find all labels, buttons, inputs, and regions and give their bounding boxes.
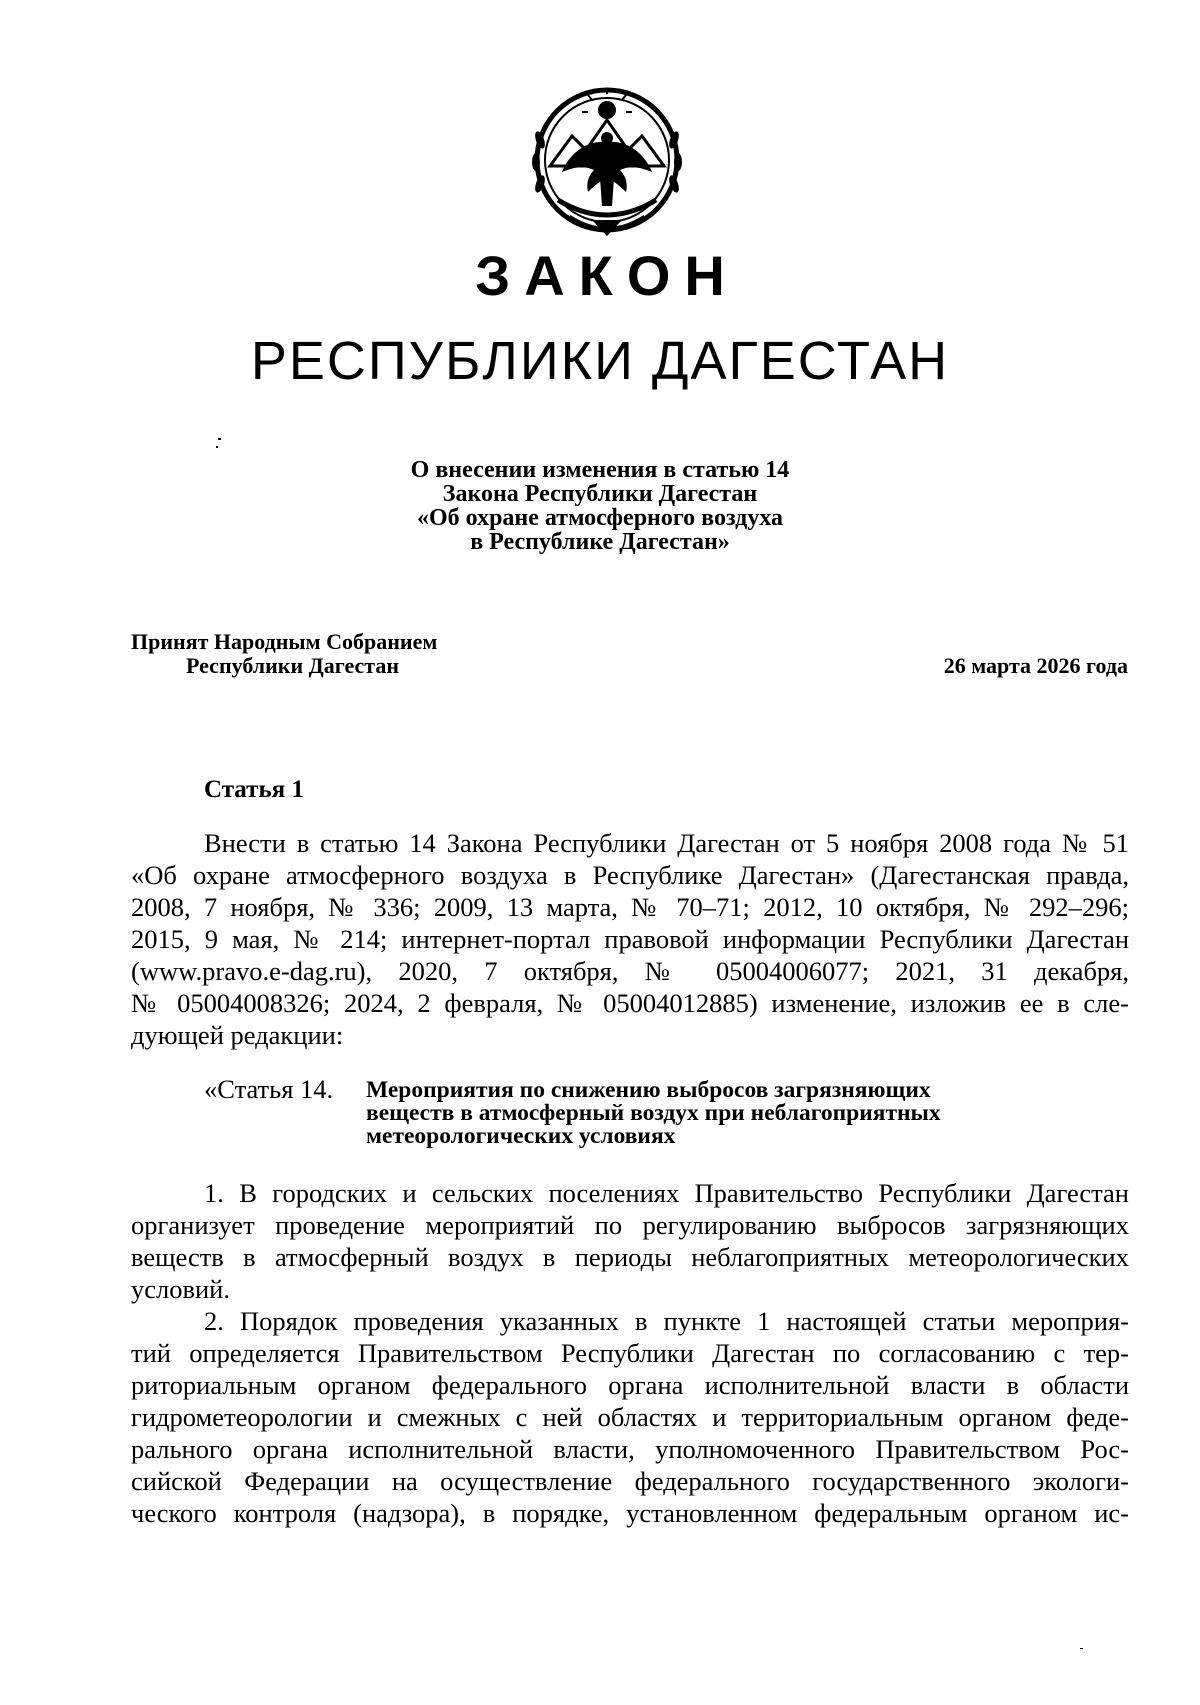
text-line: 2015, 9 мая, № 214; интернет-портал правовой информации Республики Дагестан: [131, 924, 1129, 954]
scan-speck: [216, 446, 218, 448]
text-line: риториальным органом федерального органа исполнительной власти в области: [131, 1370, 1129, 1400]
law-name: [0, 458, 1200, 554]
text-line: № 05004008326; 2024, 2 февраля, № 05004012885) изменение, изложив ее в сле-: [131, 988, 1129, 1018]
text-line: Внести в статью 14 Закона Республики Дагестан от 5 ноября 2008 года № 51: [204, 828, 1129, 858]
text-line: 2. Порядок проведения указанных в пункте 1 настоящей статьи мероприя-: [204, 1306, 1129, 1336]
article-14-point-1: [131, 1177, 1129, 1305]
text-line: 2008, 7 ноября, № 336; 2009, 13 марта, № 70–71; 2012, 10 октября, № 292–296;: [131, 892, 1129, 922]
text-line: ческого контроля (надзора), в порядке, установленном федеральным органом ис-: [131, 1498, 1129, 1528]
text-line: «Об охране атмосферного воздуха в Республике Дагестан» (Дагестанская правда,: [131, 860, 1129, 890]
text-line: тий определяется Правительством Республики Дагестан по согласованию с тер-: [131, 1338, 1129, 1368]
document-subtitle: РЕСПУБЛИКИ ДАГЕСТАН: [250, 331, 950, 391]
scan-speck: [1080, 1648, 1083, 1649]
text-line: рального органа исполнительной власти, уполномоченного Правительством Рос-: [131, 1434, 1129, 1464]
article-14-heading: [366, 1079, 941, 1148]
text-line: дующей редакции:: [131, 1020, 344, 1050]
adoption-statement: [131, 630, 437, 678]
adoption-line-1: Принят Народным Собранием: [131, 629, 438, 654]
coat-of-arms-emblem: [528, 80, 686, 242]
text-line: 1. В городских и сельских поселениях Правительство Республики Дагестан: [204, 1178, 1129, 1208]
article-14-label: «Статья 14.: [204, 1074, 334, 1104]
law-name-line: О внесении изменения в статью 14: [410, 457, 790, 483]
adoption-date: 26 марта 2026 года: [943, 653, 1128, 678]
heading-line: Мероприятия по снижению выбросов загрязняющих: [366, 1077, 931, 1103]
text-line: гидрометеорологии и смежных с ней областях и территориальным органом феде-: [131, 1402, 1129, 1432]
heading-line: метеорологических условиях: [366, 1123, 676, 1149]
law-name-line: в Республике Дагестан»: [470, 529, 730, 555]
article-1-text: [131, 827, 1129, 1051]
text-line: условий.: [131, 1274, 230, 1304]
law-name-line: «Об охране атмосферного воздуха: [417, 505, 783, 531]
article-1-heading: Статья 1: [204, 776, 304, 803]
law-name-line: Закона Республики Дагестан: [442, 481, 758, 507]
text-line: веществ в атмосферный воздух в периоды неблагоприятных метеорологических: [131, 1242, 1129, 1272]
text-line: организует проведение мероприятий по регулированию выбросов загрязняющих: [131, 1210, 1129, 1240]
heading-line: веществ в атмосферный воздух при неблагоприятных: [366, 1100, 941, 1126]
article-14-point-2: [131, 1305, 1129, 1529]
adoption-line-2: Республики Дагестан: [186, 653, 400, 678]
document-title: ЗАКОН: [475, 244, 739, 307]
text-line: сийской Федерации на осуществление федерального государственного экологи-: [131, 1466, 1129, 1496]
scan-speck: [218, 438, 221, 440]
text-line: (www.pravo.e-dag.ru), 2020, 7 октября, № 05004006077; 2021, 31 декабря,: [131, 956, 1129, 986]
